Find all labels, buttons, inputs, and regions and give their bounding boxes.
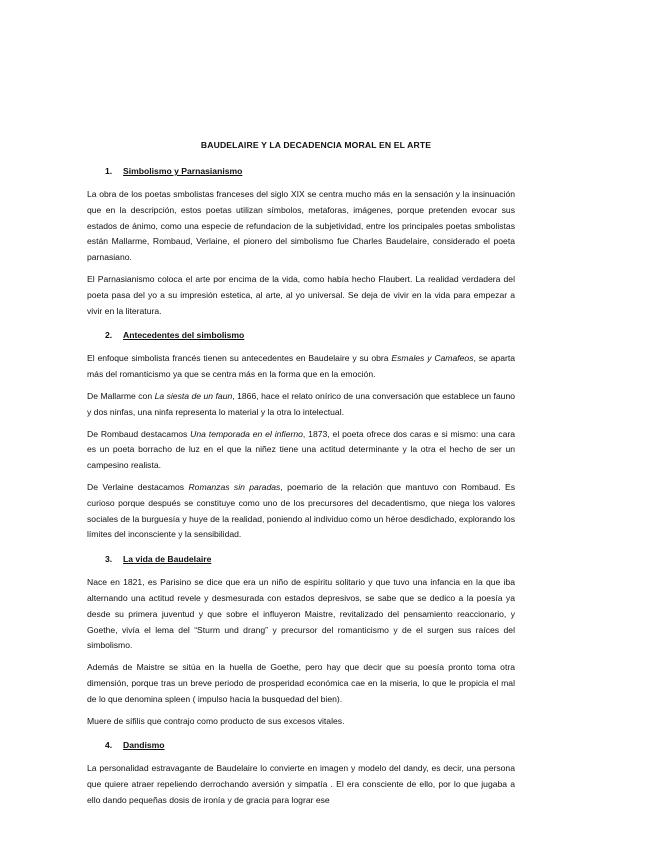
paragraph xyxy=(87,389,515,421)
paragraph-text: , poemario de la relación que mantuvo con Rombaud. Es curioso porque después se constituye como uno de los precursores del decadentismo, que niega los valores sociales de la burguesía y huye de la realidad, poniendo al individuo como un héroe desdichado, explorando los límites del inconsciente y la sensibilidad. xyxy=(87,481,515,540)
paragraph-text: De Rombaud destacamos xyxy=(87,428,191,439)
paragraph xyxy=(87,714,515,730)
paragraph-text: De Mallarme con xyxy=(87,390,155,401)
section-number: 3. xyxy=(105,554,113,565)
paragraph xyxy=(87,575,515,654)
section-heading-text: Simbolismo y Parnasianismo xyxy=(123,166,243,176)
paragraph xyxy=(87,427,515,474)
paragraph xyxy=(87,272,515,319)
paragraph-text: Muere de sífilis que contrajo como producto de sus excesos vitales. xyxy=(87,715,345,726)
document-title: BAUDELAIRE Y LA DECADENCIA MORAL EN EL ARTE xyxy=(200,140,432,150)
section-number: 1. xyxy=(105,166,113,176)
section-heading xyxy=(87,329,515,341)
paragraph xyxy=(87,351,515,383)
paragraph-text: El Parnasianismo coloca el arte por encima de la vida, como había hecho Flaubert. La realidad verdadera del poeta pasa del yo a su impresión estetica, al arte, al yo universal. Se deja de vivir en la vida para empezar a vivir en la literatura. xyxy=(87,273,515,316)
italic-title: La siesta de un faun xyxy=(154,390,233,401)
paragraph-text: La personalidad estravagante de Baudelaire lo convierte en imagen y modelo del dandy, es decir, una persona que quiere atraer repeliendo derrochando aversión y simpatía . El era consciente de ello, por lo que jugaba a ello dando pequeñas dosis de ironía y de gracia para lograr ese xyxy=(87,763,515,805)
italic-title: Una temporada en el infierno xyxy=(190,428,303,439)
paragraph-text: , 1866, hace el relato onírico de una conversación que establece un fauno y dos ninfas, una ninfa representa lo material y la otra lo intelectual. xyxy=(87,390,516,417)
section-heading-text: La vida de Baudelaire xyxy=(123,554,212,565)
section-heading xyxy=(87,553,515,565)
paragraph xyxy=(87,761,515,808)
paragraph-text: La obra de los poetas smbolistas franceses del siglo XIX se centra mucho más en la sensación y la insinuación que en la descripción, estos poetas utilizan símbolos, metaforas, imágenes, porque pretenden evocar sus estados de ánimo, como una especie de refundacion de la subjetividad, entre los principales poetas smbolistas están Mallarme, Rombaud, Verlaine, el pionero del simbolismo fue Charles Baudelaire, considerado el poeta parnasiano. xyxy=(87,189,515,263)
paragraph-text: Además de Maistre se sitúa en la huella de Goethe, pero hay que decir que su poesía pronto toma otra dimensión, porque tras un breve periodo de prosperidad económica cae en la miseria, lo que le propicia el mal de lo que denomina spleen ( impulso hacia la busquedad del bien). xyxy=(87,662,515,704)
section-heading xyxy=(87,165,515,177)
paragraph xyxy=(87,480,515,543)
paragraph xyxy=(87,187,515,266)
paragraph-text: Nace en 1821, es Parisino se dice que era un niño de espíritu solitario y que tuvo una infancia en la que iba alternando una actitud revele y desmesurada con estados depresivos, se sabe que se dedico a la poesía ya desde su primera juventud y que sobre el influyeron Maistre, revitalizado del pensamiento reaccionario, y Goethe, vivía el lema del “Sturm und drang” y precursor del romanticismo y de el surgen sus raíces del simbolismo. xyxy=(87,577,515,651)
paragraph xyxy=(87,660,515,707)
italic-title: Romanzas sin paradas xyxy=(188,481,281,492)
paragraph-text: De Verlaine destacamos xyxy=(87,481,189,492)
italic-title: Esmales y Camafeos xyxy=(391,353,474,364)
section-number: 4. xyxy=(105,740,113,751)
document-body xyxy=(87,165,515,809)
section-heading xyxy=(87,739,515,751)
section-number: 2. xyxy=(105,330,113,341)
section-heading-text: Antecedentes del simbolismo xyxy=(123,330,245,341)
paragraph-text: , se aparta más del romanticismo ya que se centra más en la forma que en la emoción. xyxy=(87,353,515,380)
section-heading-text: Dandismo xyxy=(123,740,165,751)
paragraph-text: El enfoque simbolista francés tienen su antecedentes en Baudelaire y su obra xyxy=(87,353,392,364)
paragraph-text: , 1873, el poeta ofrece dos caras e si mismo: una cara es un poeta borracho de luz en el que la niñez tiene una actitud determinante y la otra el hecho de ser un campesino realista. xyxy=(87,428,515,471)
